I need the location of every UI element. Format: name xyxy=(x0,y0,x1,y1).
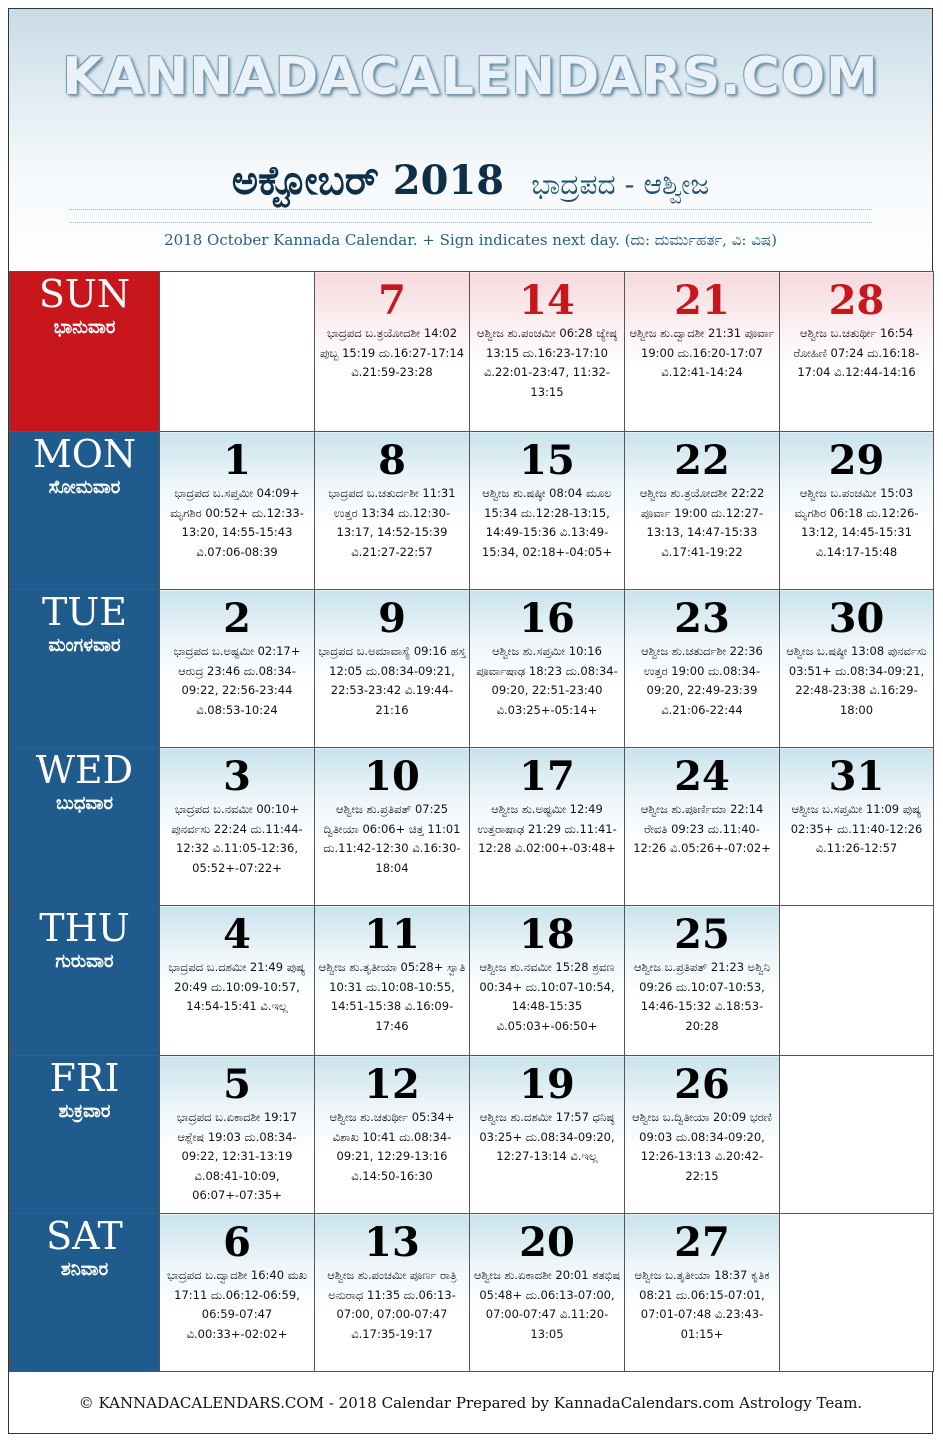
date-number: 7 xyxy=(378,277,406,324)
date-number: 21 xyxy=(674,277,730,324)
date-cell xyxy=(315,1214,470,1372)
date-cell xyxy=(625,748,780,906)
date-number: 11 xyxy=(364,911,420,958)
panchanga-info: ಭಾದ್ರಪದ ಬ.ದ್ವಾದಶೀ 16:40 ಮಖ 17:11 ದು.06:12-06:59, 06:59-07:47 ವಿ.00:33+-02:02+ xyxy=(166,1268,308,1341)
day-label xyxy=(10,272,160,432)
panchanga-info: ಆಶ್ವೀಜ ಬ.ಚತುರ್ಥೀ 16:54 ರೋಹಿಣಿ 07:24 ದು.16:18-17:04 ವಿ.12:44-14:16 xyxy=(793,326,920,379)
date-number: 17 xyxy=(519,753,575,800)
date-number: 15 xyxy=(519,437,575,484)
panchanga-info: ಭಾದ್ರಪದ ಬ.ಏಕಾದಶೀ 19:17 ಆಶ್ಲೇಷ 19:03 ದು.08:34-09:22, 12:31-13:19 ವಿ.08:41-10:09, 06:07+-07:35+ xyxy=(176,1110,298,1202)
date-cell xyxy=(625,432,780,590)
date-number: 26 xyxy=(674,1061,730,1108)
date-cell xyxy=(315,272,470,432)
date-cell xyxy=(160,1214,315,1372)
date-cell xyxy=(470,590,625,748)
day-name-english: WED xyxy=(35,748,134,792)
date-cell xyxy=(780,590,934,748)
date-cell xyxy=(780,1056,934,1214)
date-cell xyxy=(160,1056,315,1214)
day-name-kannada: ಬುಧವಾರ xyxy=(56,793,113,814)
panchanga-info: ಆಶ್ವೀಜ ಶು.ಅಷ್ಟಮೀ 12:49 ಉತ್ತರಾಷಾಢ 21:29 ದು.11:41-12:28 ವಿ.02:00+-03:48+ xyxy=(477,802,617,855)
panchanga-info: ಆಶ್ವೀಜ ಶು.ಚತುರ್ದಶೀ 22:36 ಉತ್ತರ 19:00 ದು.08:34-09:20, 22:49-23:39 ವಿ.21:06-22:44 xyxy=(641,644,763,717)
calendar-grid xyxy=(9,271,934,1372)
day-name-english: TUE xyxy=(41,590,128,634)
date-cell xyxy=(160,590,315,748)
day-label xyxy=(10,906,160,1056)
date-number: 30 xyxy=(828,595,885,642)
calendar-header xyxy=(9,9,932,271)
panchanga-info: ಭಾದ್ರಪದ ಬ.ನವಮೀ 00:10+ ಪುನರ್ವಸು 22:24 ದು.11:44-12:32 ವಿ.11:05-12:36, 05:52+-07:22+ xyxy=(171,802,303,875)
date-cell xyxy=(625,272,780,432)
panchanga-info: ಆಶ್ವೀಜ ಶು.ತೃತೀಯಾ 05:28+ ಸ್ವಾತಿ 10:31 ದು.10:08-10:55, 14:51-15:38 ವಿ.16:09-17:46 xyxy=(318,960,466,1033)
date-number: 22 xyxy=(674,437,730,484)
date-number: 23 xyxy=(674,595,730,642)
day-label xyxy=(10,590,160,748)
date-number: 5 xyxy=(223,1061,251,1108)
date-cell xyxy=(315,748,470,906)
day-name-english: THU xyxy=(39,906,130,950)
calendar-subtitle: 2018 October Kannada Calendar. + Sign indicates next day. (ದು: ದುರ್ಮುಹರ್ತ, ವಿ: ವಿಷ) xyxy=(164,231,777,249)
date-cell xyxy=(470,432,625,590)
panchanga-info: ಆಶ್ವೀಜ ಶು.ದ್ವಾದಶೀ 21:31 ಪೂರ್ವಾ 19:00 ದು.16:20-17:07 ವಿ.12:41-14:24 xyxy=(629,326,775,379)
footer: © KANNADACALENDARS.COM - 2018 Calendar Prepared by KannadaCalendars.com Astrology Team. xyxy=(78,1394,863,1412)
date-cell xyxy=(625,1056,780,1214)
date-number: 6 xyxy=(223,1219,251,1266)
date-number: 2 xyxy=(223,595,251,642)
panchanga-info: ಆಶ್ವೀಜ ಬ.ಷಷ್ಠೀ 13:08 ಪುನರ್ವಸು 03:51+ ದು.08:34-09:21, 22:48-23:38 ವಿ.16:29-18:00 xyxy=(786,644,927,717)
panchanga-info: ಭಾದ್ರಪದ ಬ.ಅಷ್ಟಮೀ 02:17+ ಆರುದ್ರ 23:46 ದು.08:34-09:22, 22:56-23:44 ವಿ.08:53-10:24 xyxy=(173,644,301,717)
day-name-english: SUN xyxy=(38,272,131,316)
date-cell xyxy=(625,906,780,1056)
panchanga-info: ಆಶ್ವೀಜ ಶು.ದಶಮೀ 17:57 ಧನಿಷ್ಠ 03:25+ ದು.08:34-09:20, 12:27-13:14 ವಿ.ಇಲ್ಲ xyxy=(479,1110,615,1163)
date-cell xyxy=(470,1214,625,1372)
date-number: 13 xyxy=(364,1219,420,1266)
date-cell xyxy=(625,590,780,748)
day-label xyxy=(10,748,160,906)
panchanga-info: ಆಶ್ವೀಜ ಬ.ತೃತೀಯಾ 18:37 ಕೃತಿಕ 08:21 ದು.06:15-07:01, 07:01-07:48 ವಿ.23:43-01:15+ xyxy=(634,1268,770,1341)
site-title: KANNADACALENDARS.COM xyxy=(62,47,879,107)
panchanga-info: ಭಾದ್ರಪದ ಬ.ಚತುರ್ದಶೀ 11:31 ಉತ್ತರ 13:34 ದು.12:30-13:17, 14:52-15:39 ವಿ.21:27-22:57 xyxy=(328,486,456,559)
day-name-kannada: ಸೋಮವಾರ xyxy=(48,477,121,498)
day-name-kannada: ಶುಕ್ರವಾರ xyxy=(58,1101,111,1122)
date-cell xyxy=(315,1056,470,1214)
panchanga-info: ಆಶ್ವೀಜ ಶು.ತ್ರಯೋದಶೀ 22:22 ಪೂರ್ವಾ 19:00 ದು.12:27-13:13, 14:47-15:33 ವಿ.17:41-19:22 xyxy=(639,486,765,559)
date-cell xyxy=(470,272,625,432)
panchanga-info: ಭಾದ್ರಪದ ಬ.ದಶಮೀ 21:49 ಪುಷ್ಯ 20:49 ದು.10:09-10:57, 14:54-15:41 ವಿ.ಇಲ್ಲ xyxy=(168,960,306,1013)
date-cell xyxy=(625,1214,780,1372)
date-number: 4 xyxy=(223,911,251,958)
date-cell xyxy=(160,432,315,590)
date-cell xyxy=(780,748,934,906)
panchanga-info: ಆಶ್ವೀಜ ಬ.ಪಂಚಮೀ 15:03 ಮೃಗಶಿರ 06:18 ದು.12:26-13:12, 14:45-15:31 ವಿ.14:17-15:48 xyxy=(794,486,919,559)
week-row xyxy=(10,748,934,906)
date-number: 31 xyxy=(828,753,885,800)
day-label xyxy=(10,432,160,590)
date-cell xyxy=(315,906,470,1056)
day-name-kannada: ಶನಿವಾರ xyxy=(60,1259,109,1280)
date-number: 9 xyxy=(378,595,406,642)
day-name-kannada: ಮಂಗಳವಾರ xyxy=(48,635,121,656)
panchanga-info: ಆಶ್ವೀಜ ಶು.ಸಪ್ತಮೀ 10:16 ಪೂರ್ವಾಷಾಢ 18:23 ದು.08:34-09:20, 22:51-23:40 ವಿ.03:25+-05:14+ xyxy=(476,644,618,717)
month-subtitle: ಭಾದ್ರಪದ - ಆಶ್ವೀಜ xyxy=(531,168,710,201)
month-title: ಅಕ್ಟೋಬರ್ 2018 xyxy=(231,157,505,204)
date-number: 20 xyxy=(519,1219,575,1266)
panchanga-info: ಆಶ್ವೀಜ ಬ.ದ್ವಿತೀಯಾ 20:09 ಭರಣಿ 09:03 ದು.08:34-09:20, 12:26-13:13 ವಿ.20:42-22:15 xyxy=(632,1110,772,1183)
month-heading xyxy=(9,157,932,204)
panchanga-info: ಆಶ್ವೀಜ ಶು.ಷಷ್ಠೀ 08:04 ಮೂಲ 15:34 ದು.12:28-13:15, 14:49-15:36 ವಿ.13:49-15:34, 02:18+-04:05+ xyxy=(481,486,613,559)
date-number: 3 xyxy=(223,753,251,800)
date-number: 27 xyxy=(674,1219,730,1266)
day-label xyxy=(10,1056,160,1214)
panchanga-info: ಆಶ್ವೀಜ ಶು.ನವಮೀ 15:28 ಶ್ರವಣ 00:34+ ದು.10:07-10:54, 14:48-15:35 ವಿ.05:03+-06:50+ xyxy=(479,960,615,1033)
panchanga-info: ಆಶ್ವೀಜ ಶು.ಏಕಾದಶೀ 20:01 ಶತಭಿಷ 05:48+ ದು.06:13-07:00, 07:00-07:47 ವಿ.11:20-13:05 xyxy=(473,1268,621,1341)
panchanga-info: ಆಶ್ವೀಜ ಬ.ಸಪ್ತಮೀ 11:09 ಪುಷ್ಯ 02:35+ ದು.11:40-12:26 ವಿ.11:26-12:57 xyxy=(790,802,923,855)
date-cell xyxy=(160,272,315,432)
panchanga-info: ಆಶ್ವೀಜ ಶು.ಪ್ರತಿಪತ್ 07:25 ದ್ವಿತೀಯಾ 06:06+ ಚಿತ್ತ 11:01 ದು.11:42-12:30 ವಿ.16:30-18:04 xyxy=(323,802,461,875)
week-row xyxy=(10,906,934,1056)
panchanga-info: ಭಾದ್ರಪದ ಬ.ಸಪ್ತಮೀ 04:09+ ಮೃಗಶಿರ 00:52+ ದು.12:33-13:20, 14:55-15:43 ವಿ.07:06-08:39 xyxy=(170,486,304,559)
day-name-kannada: ಗುರುವಾರ xyxy=(55,951,114,972)
date-cell xyxy=(470,748,625,906)
date-number: 12 xyxy=(364,1061,420,1108)
week-row xyxy=(10,1056,934,1214)
date-number: 18 xyxy=(519,911,575,958)
date-cell xyxy=(470,906,625,1056)
week-row xyxy=(10,432,934,590)
date-number: 24 xyxy=(674,753,730,800)
day-label xyxy=(10,1214,160,1372)
date-number: 8 xyxy=(378,437,406,484)
panchanga-info: ಭಾದ್ರಪದ ಬ.ತ್ರಯೋದಶೀ 14:02 ಪುಬ್ಬ 15:19 ದು.16:27-17:14 ವಿ.21:59-23:28 xyxy=(319,326,465,379)
date-number: 28 xyxy=(828,277,885,324)
date-number: 19 xyxy=(519,1061,575,1108)
date-number: 29 xyxy=(828,437,885,484)
date-cell xyxy=(780,1214,934,1372)
date-number: 25 xyxy=(674,911,730,958)
date-number: 1 xyxy=(223,437,251,484)
date-cell xyxy=(780,432,934,590)
panchanga-info: ಆಶ್ವೀಜ ಶು.ಪೂರ್ಣಿಮಾ 22:14 ರೇವತಿ 09:23 ದು.11:40-12:26 ವಿ.05:26+-07:02+ xyxy=(633,802,771,855)
day-name-english: SAT xyxy=(46,1214,123,1258)
panchanga-info: ಆಶ್ವೀಜ ಶು.ಪಂಚಮೀ ಪೂರ್ಣ ರಾತ್ರಿ ಅನುರಾಧ 11:35 ದು.06:13-07:00, 07:00-07:47 ವಿ.17:35-19:17 xyxy=(327,1268,457,1341)
decorative-border xyxy=(69,209,872,223)
date-cell xyxy=(780,272,934,432)
week-row xyxy=(10,590,934,748)
date-cell xyxy=(315,590,470,748)
day-name-kannada: ಭಾನುವಾರ xyxy=(53,317,116,338)
panchanga-info: ಆಶ್ವೀಜ ಶು.ಚತುರ್ಥೀ 05:34+ ವಿಶಾಖ 10:41 ದು.08:34-09:21, 12:29-13:16 ವಿ.14:50-16:30 xyxy=(329,1110,455,1183)
week-row xyxy=(10,272,934,432)
date-cell xyxy=(315,432,470,590)
date-number: 10 xyxy=(364,753,420,800)
date-number: 14 xyxy=(519,277,575,324)
day-name-english: FRI xyxy=(49,1056,120,1100)
date-cell xyxy=(160,748,315,906)
panchanga-info: ಆಶ್ವೀಜ ಶು.ಪಂಚಮೀ 06:28 ಜ್ಯೇಷ್ಠ 13:15 ದು.16:23-17:10 ವಿ.22:01-23:47, 11:32-13:15 xyxy=(476,326,618,399)
date-cell xyxy=(470,1056,625,1214)
week-row xyxy=(10,1214,934,1372)
date-cell xyxy=(160,906,315,1056)
date-number: 16 xyxy=(519,595,575,642)
day-name-english: MON xyxy=(32,432,137,476)
date-cell xyxy=(780,906,934,1056)
panchanga-info: ಆಶ್ವೀಜ ಬ.ಪ್ರತಿಪತ್ 21:23 ಅಶ್ವಿನಿ 09:26 ದು.10:07-10:53, 14:46-15:32 ವಿ.18:53-20:28 xyxy=(633,960,771,1033)
panchanga-info: ಭಾದ್ರಪದ ಬ.ಅಮಾವಾಸ್ಯೆ 09:16 ಹಸ್ತ 12:05 ದು.08:34-09:21, 22:53-23:42 ವಿ.19:44-21:16 xyxy=(318,644,466,717)
